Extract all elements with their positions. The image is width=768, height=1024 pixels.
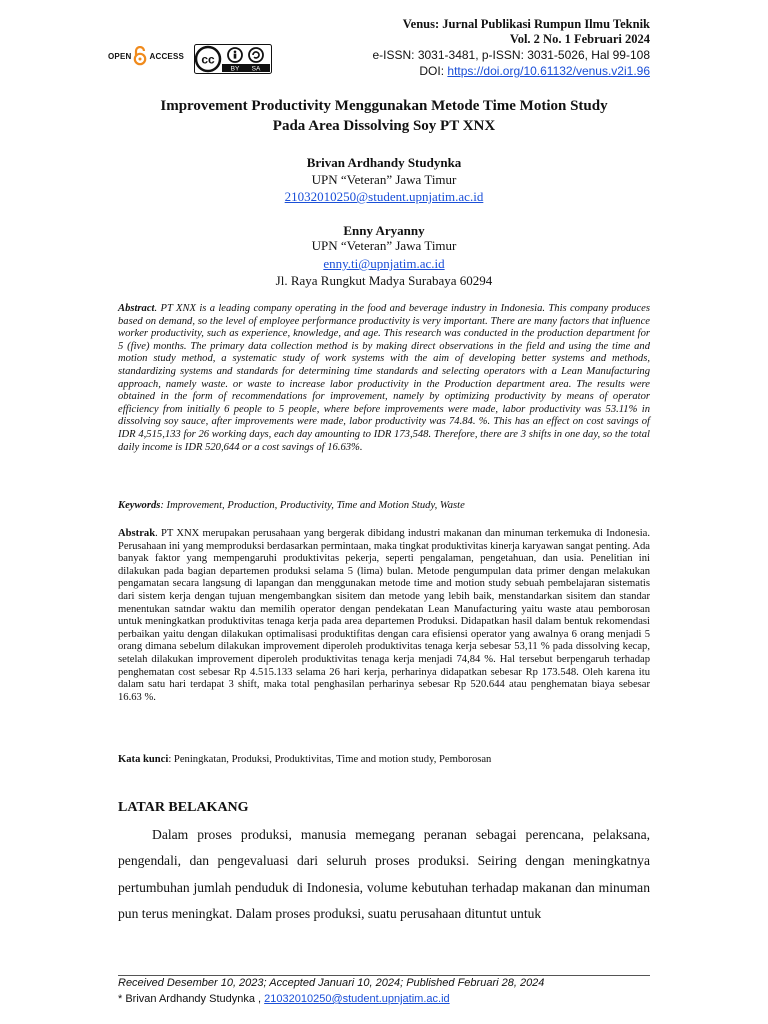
cc-by-sa-badge (194, 44, 272, 74)
author-affiliation: UPN “Veteran” Jawa Timur (311, 172, 457, 187)
doi-label: DOI: (419, 64, 448, 78)
abstrak-text: . PT XNX merupakan perusahaan yang bergerak dibidang industri makanan dan minuman terkemuka di Indonesia. Perusahaan ini yang memproduksi berdasarkan permintaan, maka tingkat produktivitas kinerja karyawan sangat penting. Ada banyak faktor yang mempengaruhi produktivitas pekerja, seperti pengalaman, pengetahuan, dan usia. Penelitian ini dilakukan pada bagian departemen produksi selama 5 (lima) bulan. Metode pengumpulan data primer dengan melakukan pengamatan secara langsung di lapangan dan menggunakan metode time and motion study sebuah pembelajaran sistematis dari sistem kerja dengan tujuan mengembangkan sisitem dan metode yang lebih baik, menstandarkan sisitem dan standar menentukan satndar waktu dan memilih operator dengan pendekatan Lean Manufacturing yaitu waste atau pemborosan untuk meningkatkan produktivitas tenaga kerja pada area departemen Produksi. Didapatkan hasil dalam bentuk rekomendasi perbaikan yaitu dengan dilakukan optimalisasi produktifitas dengan cara efisiensi operator yang awalnya 6 orang menjadi 5 orang dimana sebelum dilakukan improvement diperoleh produktivitas tenaga kerja sebesar 53,11 % pada dissolving kecap, setelah dilakukan improvement diperoleh produktivitas tenaga kerja menjadi 74,84 %. Hal tersebut berpengaruh terhadap penghematan cost sebesar Rp 4.515.133 selama 26 hari kerja, perharinya didapatkan sebesar Rp 173.548. Oleh karena itu dalam satu hari terdapat 3 shift, maka total penghasilan perharinya sebesar Rp 520.644 atau penghematan biaya sebesar 16.63 %. (118, 528, 650, 703)
issn-line: e-ISSN: 3031-3481, p-ISSN: 3031-5026, Hal 99-108 (372, 48, 650, 62)
author-name: Enny Aryanny (343, 223, 425, 238)
kata-kunci-label: Kata kunci (118, 754, 169, 765)
doi-line (419, 64, 650, 79)
author-email-link[interactable]: enny.ti@upnjatim.ac.id (323, 256, 445, 271)
cc-by-label: BY (230, 65, 240, 73)
open-access-lock-icon (133, 46, 147, 66)
open-access-right-text: ACCESS (149, 51, 185, 61)
keywords-label: Keywords (118, 500, 161, 511)
abstract-text: . PT XNX is a leading company operating in the food and beverage industry in Indonesia. This company produces based on demand, so the level of employee performance productivity is very important. There are many factors that influence worker productivity, such as experience, knowledge, and age. This research was conducted in the production department for 5 (five) months. The primary data collection method is by making direct observations in the field and using the time and motion study method, a systematic study of work systems with the aim of developing better systems and methods, standardizing systems and standards for determining time standards and selecting operators with a Lean Manufacturing approach, namely waste. or waste to increase labor productivity in the Production department area. The results were obtained in the form of recommendations for improvement, namely by optimizing productivity by means of operator efficiency from initially 6 people to 5 people, where before improvements were made, labor productivity was 53.11% in dissolving soy sauce, after improvements were made, labor productivity was 74.84. %. This has an effect on cost savings of IDR 4,515,133 for 26 working days, each day amounting to IDR 173,548. Therefore, there are 3 shifts in one day, so the total daily income is IDR 520,644 or a cost savings of 16.63%. (118, 303, 650, 453)
abstrak-label: Abstrak (118, 528, 156, 539)
corresponding-email-link[interactable]: 21032010250@student.upnjatim.ac.id (264, 993, 450, 1005)
keywords-text: : Improvement, Production, Productivity, Time and Motion Study, Waste (160, 500, 465, 511)
corresponding-author-name: * Brivan Ardhandy Studynka , (118, 993, 265, 1005)
keywords-english (118, 500, 650, 511)
cc-sa-label: SA (251, 65, 261, 73)
abstract-indonesian (118, 528, 650, 704)
section-heading: LATAR BELAKANG (118, 800, 249, 815)
author-email-link[interactable]: 21032010250@student.upnjatim.ac.id (284, 189, 484, 204)
author-name: Brivan Ardhandy Studynka (306, 155, 462, 170)
abstract-english (118, 303, 650, 454)
abstract-label: Abstract (118, 303, 155, 314)
body-paragraph: Dalam proses produksi, manusia memegang peranan sebagai perencana, pelaksana, pengendali, dan pengevaluasi dari seluruh proses produksi. Seiring dengan meningkatnya pertumbuhan jumlah penduduk di Indonesia, volume kebutuhan terhadap makanan dan minuman pun terus meningkat. Dalam proses produksi, suatu perusahaan dituntut untuk (118, 827, 650, 922)
journal-name: Venus: Jurnal Publikasi Rumpun Ilmu Teknik (402, 17, 650, 31)
author-affiliation: UPN “Veteran” Jawa Timur (311, 238, 457, 253)
kata-kunci-text: : Peningkatan, Produksi, Produktivitas, Time and motion study, Pemborosan (168, 754, 492, 765)
open-access-left-text: OPEN (108, 51, 132, 61)
svg-text:cc: cc (201, 52, 215, 67)
corresponding-author (118, 993, 450, 1005)
author-email-row (0, 256, 768, 272)
doi-link[interactable]: https://doi.org/10.61132/venus.v2i1.96 (447, 64, 650, 78)
volume-issue: Vol. 2 No. 1 Februari 2024 (509, 32, 650, 46)
institution-address: Jl. Raya Rungkut Madya Surabaya 60294 (275, 273, 493, 288)
paper-title-line-2: Pada Area Dissolving Soy PT XNX (272, 118, 496, 134)
open-access-logo (108, 46, 184, 66)
author-email-row (0, 189, 768, 205)
keywords-indonesian (118, 754, 650, 765)
footer-divider (118, 975, 650, 976)
paper-title-line-1: Improvement Productivity Menggunakan Metode Time Motion Study (160, 98, 608, 114)
submission-dates: Received Desember 10, 2023; Accepted Januari 10, 2024; Published Februari 28, 2024 (118, 977, 545, 989)
